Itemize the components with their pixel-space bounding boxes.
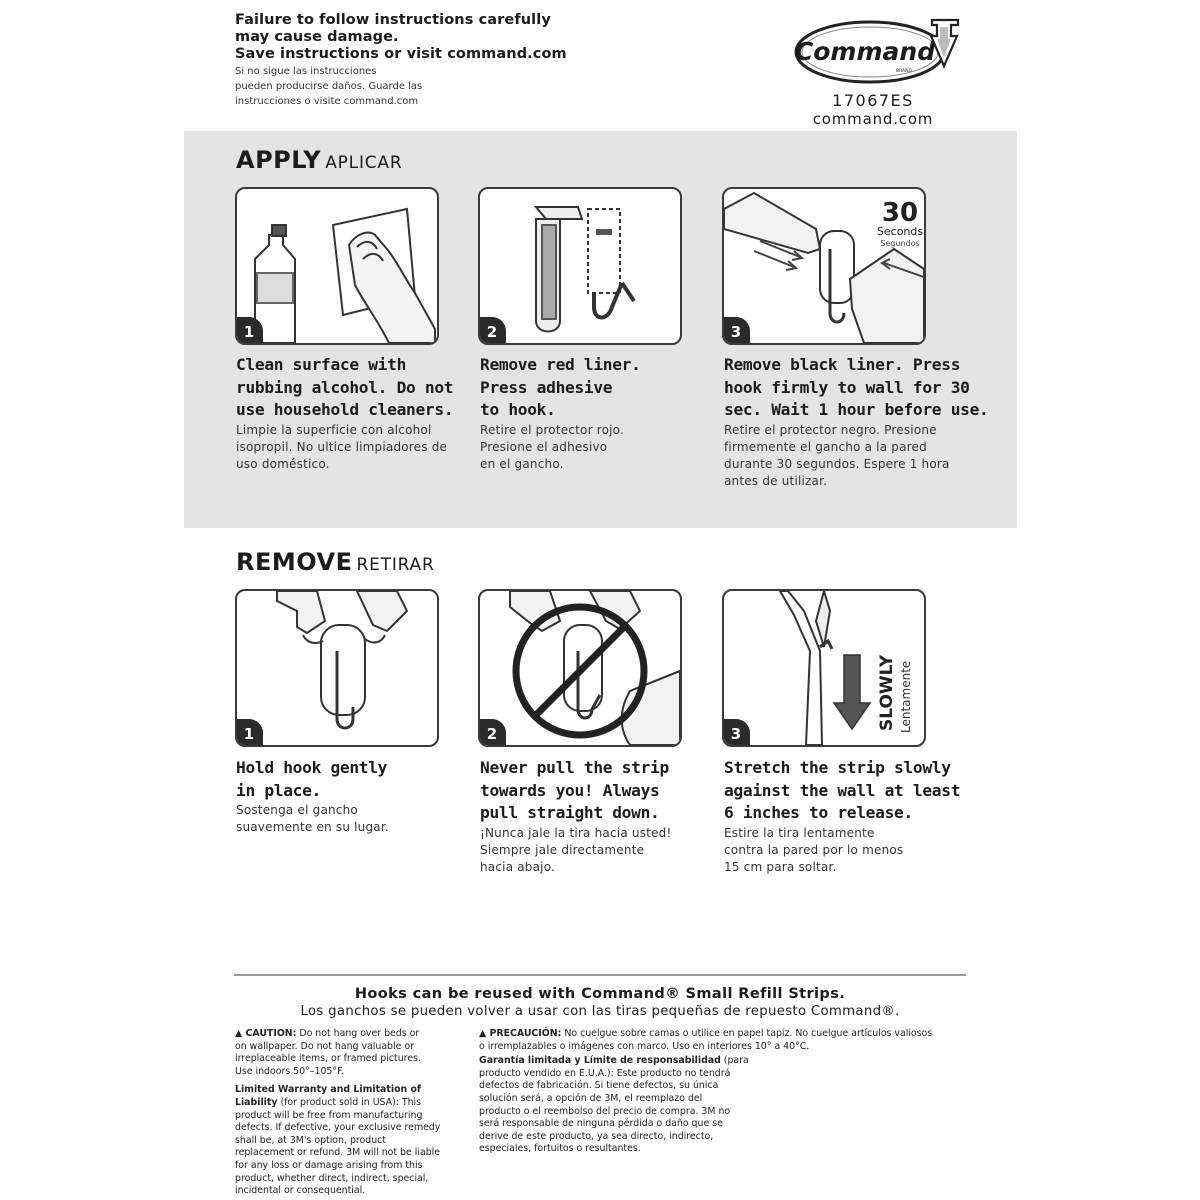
remove-title-es: RETIRAR: [356, 555, 435, 575]
hook-adhesive-icon: [480, 189, 680, 343]
command-logo: [792, 14, 962, 90]
slowly-es-label: Lentamente: [899, 660, 913, 733]
logo-sub: BRAND: [896, 69, 912, 74]
caption-es-line: suavemente en su lugar.: [236, 820, 389, 834]
brand-block: [788, 12, 963, 130]
caption-en-line: to hook.: [480, 400, 556, 419]
warning-es-line: Si no sigue las instrucciones: [235, 66, 377, 77]
caption-es-line: Sostenga el gancho: [236, 803, 358, 817]
caption-en-line: Stretch the strip slowly: [724, 758, 951, 777]
fine-line: shall be, at 3M's option, product: [235, 1134, 386, 1146]
caption-en-line: towards you! Always: [480, 780, 660, 800]
caption-es-line: ¡Nunca jale la tira hacia usted!: [480, 825, 672, 840]
caption-en-line: sec. Wait 1 hour before use.: [724, 400, 989, 419]
caption-en-line: Clean surface with: [236, 355, 407, 374]
fine-line: product, whether direct, indirect, special,: [235, 1172, 429, 1184]
apply-step-1-caption: [236, 354, 486, 473]
fine-line: derive de este producto, ya sea directo, indirecto,: [479, 1130, 714, 1142]
fine-line: Use indoors 50°–105°F.: [235, 1065, 344, 1077]
caption-en-line: Remove red liner.: [480, 355, 641, 374]
apply-step-2-caption: [480, 354, 730, 473]
fine-line: o irremplazables o imágenes con marco. Uso en interiores 10° a 40°C.: [479, 1040, 810, 1052]
caption-en-line: hook firmly to wall for 30: [724, 377, 970, 397]
remove-step-1-illustration: [235, 589, 439, 747]
caption-en-line: against the wall at least: [724, 780, 961, 800]
warning-line: may cause damage.: [235, 29, 399, 45]
step-number-badge: 3: [722, 317, 750, 345]
apply-step-3-illustration: [722, 187, 926, 345]
timer-number: 30: [881, 198, 919, 228]
remove-step-2-caption: [480, 757, 730, 876]
caption-en-line: rubbing alcohol. Do not: [236, 377, 454, 397]
timer-seconds-label: Seconds: [876, 225, 924, 238]
caption-es-line: en el gancho.: [480, 456, 564, 471]
caption-es-line: isopropil. No ultice limpiadores de: [236, 439, 448, 454]
apply-heading: [236, 146, 402, 174]
remove-step-3-illustration: [722, 589, 926, 747]
caution-label: ▲ PRECAUCIÓN:: [479, 1028, 562, 1039]
step-number-badge: 1: [235, 317, 263, 345]
fine-line: Do not hang over beds or: [296, 1028, 420, 1039]
apply-title-es: APLICAR: [325, 153, 403, 173]
caption-es-line: Estire la tira lentamente: [724, 825, 875, 840]
fine-line: replacement or refund. 3M will not be liable: [235, 1147, 441, 1159]
warranty-label: Limited Warranty and Limitation of: [235, 1084, 421, 1096]
caption-en-line: Never pull the strip: [480, 758, 669, 777]
fine-line: solución será, a opción de 3M, el reemplazo del: [479, 1092, 703, 1104]
logo-wordmark: Command: [794, 37, 936, 66]
fine-line: especiales, fortuitos o resultantes.: [479, 1143, 641, 1155]
caption-es-line: hacia abajo.: [480, 859, 556, 874]
fine-line: defectos de fabricación. Si tiene defectos, su única: [479, 1080, 719, 1092]
step-number-badge: 3: [722, 719, 750, 747]
fine-line: for any loss or damage arising from this: [235, 1159, 423, 1171]
caption-en-line: Press adhesive: [480, 377, 613, 397]
footer-divider: [234, 974, 966, 976]
warning-es-line: instrucciones o visite command.com: [235, 96, 419, 107]
remove-step-1-caption: [236, 757, 486, 836]
apply-title: APPLY: [236, 146, 322, 174]
caption-es-line: antes de utilizar.: [724, 473, 828, 488]
remove-step-2-illustration: [478, 589, 682, 747]
model-number: 17067ES: [832, 91, 914, 110]
caption-es-line: uso doméstico.: [236, 456, 330, 471]
stretch-strip-icon: [724, 591, 924, 745]
fine-print-es: [479, 1028, 969, 1156]
caption-es-line: contra la pared por lo menos: [724, 842, 904, 857]
caption-es-line: Presione el adhesivo: [480, 439, 608, 454]
step-number-badge: 1: [235, 719, 263, 747]
slowly-label: SLOWLY: [877, 654, 897, 731]
caption-es-line: Retire el protector negro. Presione: [724, 422, 937, 437]
warranty-label: Liability: [235, 1096, 278, 1108]
step-number-badge: 2: [478, 719, 506, 747]
fine-line: defects. If defective, your exclusive remedy: [235, 1122, 441, 1134]
caption-en-line: in place.: [236, 780, 322, 800]
fine-line: será responsable de ninguna pérdida o daño que se: [479, 1118, 723, 1130]
caption-es-line: 15 cm para soltar.: [724, 859, 837, 874]
fine-line: (para: [720, 1055, 749, 1067]
fine-line: No cuelgue sobre camas o utilice en papel tapiz. No cuelgue artículos valiosos: [561, 1028, 933, 1039]
caption-es-line: durante 30 segundos. Espere 1 hora: [724, 456, 950, 471]
caption-en-line: pull straight down.: [480, 803, 660, 822]
step-number-badge: 2: [478, 317, 506, 345]
remove-title: REMOVE: [236, 548, 353, 576]
fine-line: on wallpaper. Do not hang valuable or: [235, 1040, 414, 1052]
caption-en-line: 6 inches to release.: [724, 803, 913, 822]
alcohol-bottle-wipe-icon: [237, 189, 437, 343]
fine-line: incidental or consequential.: [235, 1185, 366, 1197]
fine-line: producto vendido en E.U.A.): Este producto no tendrá: [479, 1067, 731, 1079]
fine-line: irreplaceable items, or framed pictures.: [235, 1053, 421, 1065]
warning-line: Save instructions or visit command.com: [235, 46, 567, 62]
fine-print-en: [235, 1028, 460, 1198]
warning-line: Failure to follow instructions carefully: [235, 12, 551, 28]
warranty-label: Garantía limitada y Límite de responsabilidad: [479, 1055, 721, 1067]
caption-en-line: Remove black liner. Press: [724, 355, 961, 374]
fine-line: product will be free from manufacturing: [235, 1109, 423, 1121]
timer-seconds-es-label: Segundos: [880, 239, 920, 248]
caption-es-line: firmemente el gancho a la pared: [724, 439, 927, 454]
reuse-note: Hooks can be reused with Command® Small Refill Strips.: [354, 986, 846, 1002]
warning-es-block: [235, 64, 655, 109]
fine-line: producto o el reembolso del precio de compra. 3M no: [479, 1105, 731, 1117]
hold-hook-icon: [237, 591, 437, 745]
apply-step-2-illustration: [478, 187, 682, 345]
apply-step-1-illustration: [235, 187, 439, 345]
apply-step-3-caption: [724, 354, 994, 490]
warning-es-line: pueden producirse daños. Guarde las: [235, 81, 423, 92]
website-text: command.com: [812, 110, 934, 128]
caution-label: ▲ CAUTION:: [235, 1028, 297, 1039]
fine-line: (for product sold in USA): This: [277, 1096, 422, 1108]
remove-heading: [236, 548, 435, 576]
caption-es-line: Limpie la superficie con alcohol: [236, 422, 432, 437]
warning-block: [235, 12, 655, 109]
remove-step-3-caption: [724, 757, 994, 876]
caption-es-line: Siempre jale directamente: [480, 842, 645, 857]
prohibited-pull-icon: [480, 591, 680, 745]
reuse-note-es: Los ganchos se pueden volver a usar con las tiras pequeñas de repuesto Command®.: [300, 1004, 900, 1019]
press-hook-timer-icon: [724, 189, 924, 343]
caption-es-line: Retire el protector rojo.: [480, 422, 625, 437]
caption-en-line: use household cleaners.: [236, 400, 454, 419]
caution-en: [235, 1028, 460, 1041]
caption-en-line: Hold hook gently: [236, 758, 388, 777]
